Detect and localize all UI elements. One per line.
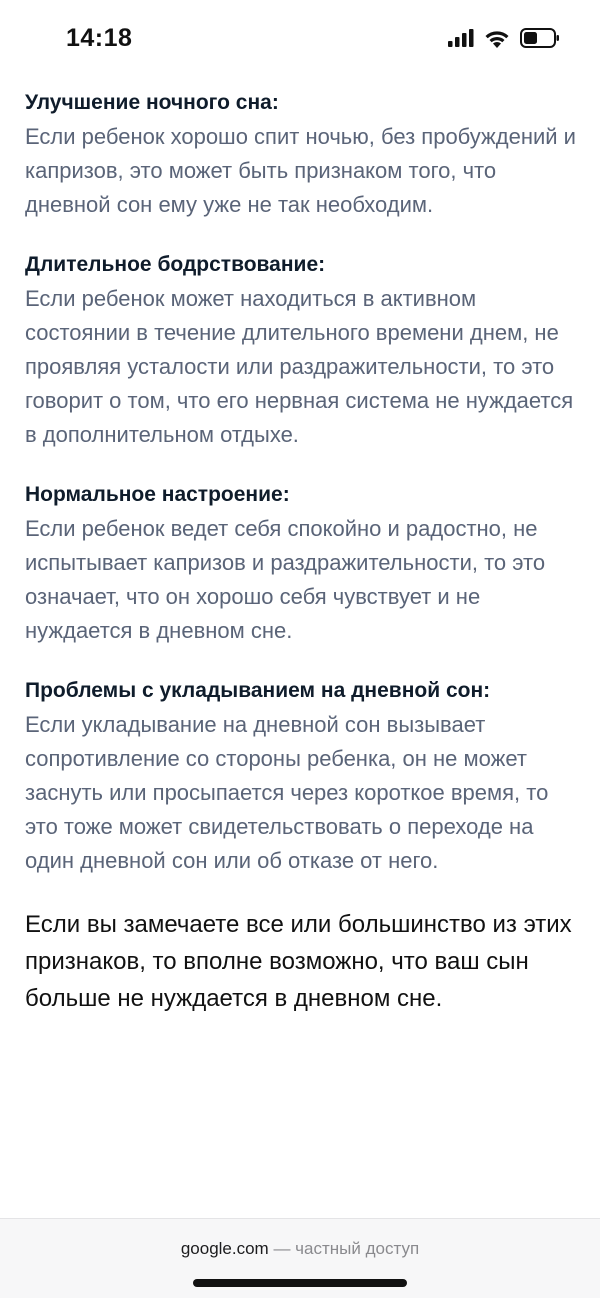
status-bar [0,0,600,80]
section-heading: Длительное бодрствование: [25,253,326,276]
cellular-signal-icon [448,29,474,52]
section-body: Если ребенок ведет себя спокойно и радостно, не испытывает капризов и раздражительности, то это означает, что он хорошо себя чувствует и не нуждается в дневном сне. [25,516,546,643]
section-nap-problems [25,676,580,878]
status-time: 14:18 [66,24,133,52]
section-heading: Нормальное настроение: [25,483,290,506]
browser-bottom-bar[interactable] [0,1218,600,1298]
url-separator: — [268,1239,296,1258]
wifi-icon [484,29,510,53]
section-body: Если ребенок хорошо спит ночью, без пробуждений и капризов, это может быть признаком того, что дневной сон ему уже не так необходим. [25,124,576,217]
summary-paragraph: Если вы замечаете все или большинство из этих признаков, то вполне возможно, что ваш сын больше не нуждается в дневном сне. [25,911,572,1012]
battery-icon [520,28,560,53]
article-content [25,88,580,1017]
address-bar[interactable] [0,1239,600,1259]
url-domain: google.com [180,1239,269,1258]
section-body: Если укладывание на дневной сон вызывает сопротивление со стороны ребенка, он не может заснуть или просыпается через короткое время, то это тоже может свидетельствовать о переходе на один дневной сон или об отказе от него. [25,712,549,873]
home-indicator[interactable] [193,1279,407,1287]
section-heading: Проблемы с укладыванием на дневной сон: [25,679,491,702]
section-long-wakefulness [25,250,580,452]
section-night-sleep [25,88,580,222]
section-heading: Улучшение ночного сна: [25,91,279,114]
status-icons [448,28,560,53]
section-body: Если ребенок может находиться в активном состоянии в течение длительного времени днем, не проявляя усталости или раздражительности, то это говорит о том, что его нервная система не нуждается в дополнительном отдыхе. [25,286,574,447]
private-mode-label: частный доступ [295,1239,420,1258]
section-normal-mood [25,480,580,648]
